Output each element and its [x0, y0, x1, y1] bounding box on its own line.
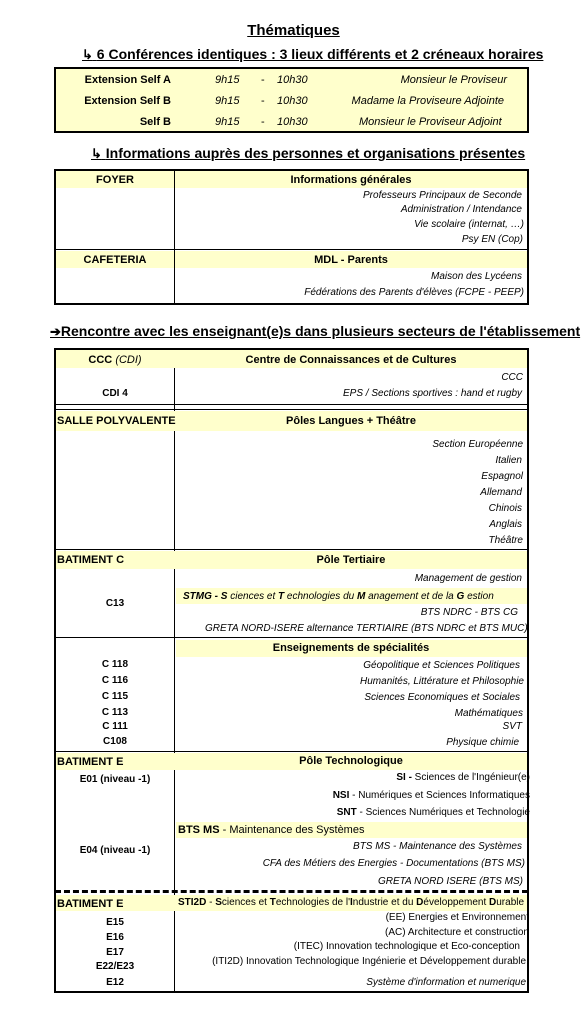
specialites-room: C 115 — [101, 691, 129, 702]
bate2-item: (AC) Architecture et construction — [385, 927, 529, 938]
bate1-room: E04 (niveau -1) — [79, 845, 151, 856]
specialites-item: Humanités, Littérature et Philosophie — [360, 676, 524, 687]
bate2-room: E22/E23 — [95, 961, 135, 972]
bate1-header: Pôle Technologique — [299, 755, 403, 767]
conferences-heading — [82, 46, 542, 63]
conference-start: 9h15 — [215, 116, 240, 128]
cafeteria-label: CAFETERIA — [83, 254, 147, 266]
specialites-room: C 118 — [101, 659, 129, 670]
conference-place: Extension Self B — [84, 95, 171, 107]
si-item: SI - Sciences de l'Ingénieur(e) — [396, 772, 530, 783]
nsi-item: NSI - Numériques et Sciences Informatiques — [332, 790, 530, 801]
informations-heading-text: Informations auprès des personnes et organisations présentes — [105, 145, 526, 161]
informations-heading — [91, 145, 526, 162]
bate2-item: (EE) Energies et Environnement — [385, 912, 529, 923]
bate2-item: (ITEC) Innovation technologique et Eco-conception — [293, 941, 520, 952]
foyer-header: Informations générales — [290, 174, 412, 186]
batc-item: Management de gestion — [414, 573, 522, 584]
conference-end: 10h30 — [277, 74, 308, 86]
batc-header: Pôle Tertiaire — [316, 554, 386, 566]
bate1-label: BATIMENT E — [57, 756, 124, 768]
conference-start: 9h15 — [215, 95, 240, 107]
conference-end: 10h30 — [277, 95, 308, 107]
specialites-item: Sciences Economiques et Sociales — [364, 692, 520, 703]
conference-dash: - — [261, 74, 265, 86]
conference-dash: - — [261, 116, 265, 128]
page-title: Thématiques — [247, 22, 340, 39]
salle-item: Chinois — [488, 503, 522, 514]
salle-item: Espagnol — [481, 471, 523, 482]
bate2-room: E16 — [106, 932, 124, 943]
arrow-icon: ➔ — [50, 324, 61, 339]
salle-item: Théâtre — [488, 535, 523, 546]
bate2-label: BATIMENT E — [57, 898, 124, 910]
foyer-item: Administration / Intendance — [400, 204, 522, 215]
conference-place: Self B — [139, 116, 171, 128]
specialites-item: Physique chimie — [446, 737, 519, 748]
ccc-item: CCC — [501, 372, 523, 383]
batc-item: BTS NDRC - BTS CG — [420, 607, 518, 618]
salle-item: Italien — [495, 455, 522, 466]
specialites-item: Géopolitique et Sciences Politiques — [363, 660, 520, 671]
cafeteria-header: MDL - Parents — [314, 254, 388, 266]
ccc-item: EPS / Sections sportives : hand et rugby — [343, 388, 522, 399]
bate1-item: BTS MS - Maintenance des Systèmes — [353, 841, 522, 852]
bts-ms-label: BTS MS - Maintenance des Systèmes — [178, 824, 365, 836]
foyer-label: FOYER — [96, 174, 134, 186]
cafeteria-item: Maison des Lycéens — [431, 271, 522, 282]
bate2-room: E17 — [106, 947, 124, 958]
bate2-item: Système d'information et numerique — [366, 977, 526, 988]
bate2-item: (ITI2D) Innovation Technologique Ingénierie et Développement durable — [212, 956, 526, 967]
arrow-icon: ↳ — [82, 47, 93, 62]
specialites-item: Mathématiques — [454, 708, 523, 719]
batc-label: BATIMENT C — [57, 554, 125, 566]
salle-item: Anglais — [489, 519, 522, 530]
salle-item: Section Européenne — [432, 439, 523, 450]
conference-person: Monsieur le Proviseur Adjoint — [359, 116, 502, 128]
specialites-room: C 113 — [101, 707, 129, 718]
conference-start: 9h15 — [215, 74, 240, 86]
sti2d-label: STI2D - Sciences et Technologies de l'Industrie et du Développement Durable — [178, 897, 525, 908]
foyer-item: Vie scolaire (internat, …) — [414, 219, 524, 230]
batc-room: C13 — [105, 598, 125, 609]
cafeteria-item: Fédérations des Parents d'élèves (FCPE - PEEP) — [304, 287, 524, 298]
salle-header: Pôles Langues + Théâtre — [286, 415, 416, 427]
foyer-item: Psy EN (Cop) — [461, 234, 523, 245]
specialites-header: Enseignements de spécialités — [272, 642, 430, 654]
ccc-header: Centre de Connaissances et de Cultures — [245, 354, 457, 366]
specialites-room: C108 — [103, 736, 127, 747]
salle-item: Allemand — [480, 487, 522, 498]
conferences-heading-text: 6 Conférences identiques : 3 lieux différents et 2 créneaux horaires — [96, 46, 544, 62]
conference-dash: - — [261, 95, 265, 107]
batc-item: GRETA NORD-ISERE alternance TERTIAIRE (BTS NDRC et BTS MUC) — [205, 623, 528, 634]
salle-label: SALLE POLYVALENTE — [57, 415, 176, 427]
bate1-item: CFA des Métiers des Energies - Documentations (BTS MS) — [262, 858, 525, 869]
rencontre-heading — [50, 323, 581, 340]
specialites-item: SVT — [502, 721, 522, 732]
bate1-item: GRETA NORD ISERE (BTS MS) — [377, 876, 523, 887]
stmg-label: STMG - S ciences et T echnologies du M anagement et de la G estion — [183, 591, 494, 602]
conference-end: 10h30 — [277, 116, 308, 128]
conference-person: Monsieur le Proviseur — [400, 74, 507, 86]
rencontre-heading-text: Rencontre avec les enseignant(e)s dans plusieurs secteurs de l'établissement — [60, 323, 581, 339]
bate1-room: E01 (niveau -1) — [79, 774, 151, 785]
specialites-room: C 111 — [102, 721, 128, 732]
arrow-icon: ↳ — [91, 146, 102, 161]
conference-place: Extension Self A — [84, 74, 171, 86]
snt-item: SNT - Sciences Numériques et Technologie — [336, 807, 530, 818]
specialites-room: C 116 — [101, 675, 129, 686]
ccc-room: CDI 4 — [102, 388, 128, 399]
ccc-label: CCC (CDI) — [88, 354, 142, 366]
foyer-item: Professeurs Principaux de Seconde — [363, 190, 522, 201]
conference-person: Madame la Proviseure Adjointe — [351, 95, 504, 107]
bate2-room: E15 — [106, 917, 124, 928]
bate2-room: E12 — [106, 977, 124, 988]
